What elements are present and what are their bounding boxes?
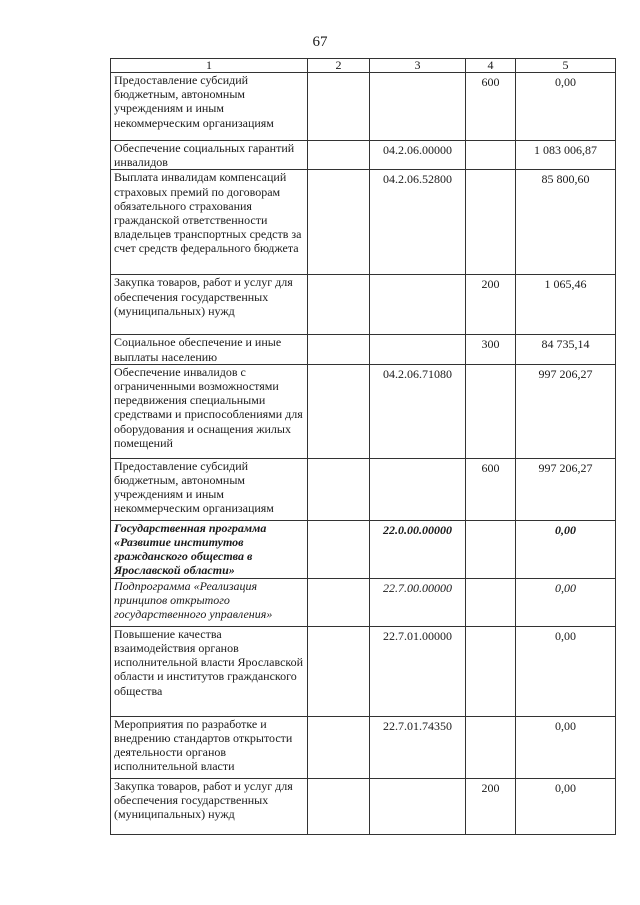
- row-code-cell: 04.2.06.52800: [370, 170, 466, 275]
- table-row: [111, 170, 616, 275]
- row-code-cell: 22.7.01.00000: [370, 626, 466, 716]
- row-amount-cell: 84 735,14: [516, 335, 616, 364]
- row-name-cell: Государственная программа «Развитие институтов гражданского общества в Ярославской области»: [111, 520, 308, 578]
- table-row: [111, 520, 616, 578]
- header-row: [111, 59, 616, 73]
- row-type-cell: [466, 364, 516, 458]
- header-col-5: 5: [516, 59, 616, 73]
- row-col2-cell: [308, 275, 370, 335]
- row-name-cell: Закупка товаров, работ и услуг для обеспечения государственных (муниципальных) нужд: [111, 275, 308, 335]
- header-col-3: 3: [370, 59, 466, 73]
- row-name-cell: Предоставление субсидий бюджетным, автономным учреждениям и иным некоммерческим организациям: [111, 73, 308, 141]
- row-name-cell: Обеспечение социальных гарантий инвалидов: [111, 141, 308, 170]
- row-type-cell: [466, 141, 516, 170]
- table-row: [111, 458, 616, 520]
- row-type-cell: [466, 578, 516, 626]
- table-row: [111, 778, 616, 834]
- row-amount-cell: 0,00: [516, 778, 616, 834]
- row-name-cell: Предоставление субсидий бюджетным, автономным учреждениям и иным некоммерческим организациям: [111, 458, 308, 520]
- row-col2-cell: [308, 716, 370, 778]
- table-row: [111, 73, 616, 141]
- row-code-cell: 22.7.01.74350: [370, 716, 466, 778]
- row-code-cell: 22.7.00.00000: [370, 578, 466, 626]
- table-row: [111, 626, 616, 716]
- table-row: [111, 275, 616, 335]
- page-number: 67: [312, 34, 328, 50]
- row-col2-cell: [308, 626, 370, 716]
- header-col-2: 2: [308, 59, 370, 73]
- row-code-cell: [370, 275, 466, 335]
- row-code-cell: 22.0.00.00000: [370, 520, 466, 578]
- row-type-cell: 200: [466, 778, 516, 834]
- row-type-cell: 200: [466, 275, 516, 335]
- row-col2-cell: [308, 778, 370, 834]
- row-type-cell: [466, 716, 516, 778]
- table-row: [111, 716, 616, 778]
- table-row: [111, 364, 616, 458]
- row-type-cell: 600: [466, 458, 516, 520]
- table-body: [111, 73, 616, 835]
- row-amount-cell: 0,00: [516, 716, 616, 778]
- row-type-cell: 600: [466, 73, 516, 141]
- header-col-4: 4: [466, 59, 516, 73]
- header-col-1: 1: [111, 59, 308, 73]
- row-code-cell: 04.2.06.00000: [370, 141, 466, 170]
- table-row: [111, 141, 616, 170]
- row-type-cell: [466, 170, 516, 275]
- row-col2-cell: [308, 170, 370, 275]
- row-amount-cell: 997 206,27: [516, 364, 616, 458]
- row-code-cell: 04.2.06.71080: [370, 364, 466, 458]
- row-name-cell: Мероприятия по разработке и внедрению стандартов открытости деятельности органов исполнительной власти: [111, 716, 308, 778]
- row-code-cell: [370, 73, 466, 141]
- row-col2-cell: [308, 364, 370, 458]
- row-type-cell: [466, 626, 516, 716]
- row-col2-cell: [308, 458, 370, 520]
- row-name-cell: Подпрограмма «Реализация принципов открытого государственного управления»: [111, 578, 308, 626]
- row-col2-cell: [308, 520, 370, 578]
- row-amount-cell: 85 800,60: [516, 170, 616, 275]
- row-amount-cell: 0,00: [516, 520, 616, 578]
- row-name-cell: Повышение качества взаимодействия органов исполнительной власти Ярославской области и институтов гражданского общества: [111, 626, 308, 716]
- row-amount-cell: 1 065,46: [516, 275, 616, 335]
- row-type-cell: [466, 520, 516, 578]
- row-amount-cell: 0,00: [516, 73, 616, 141]
- table-row: [111, 578, 616, 626]
- row-col2-cell: [308, 141, 370, 170]
- budget-table: [110, 58, 616, 835]
- row-name-cell: Закупка товаров, работ и услуг для обеспечения государственных (муниципальных) нужд: [111, 778, 308, 834]
- row-code-cell: [370, 335, 466, 364]
- row-name-cell: Социальное обеспечение и иные выплаты населению: [111, 335, 308, 364]
- row-amount-cell: 0,00: [516, 626, 616, 716]
- row-amount-cell: 0,00: [516, 578, 616, 626]
- row-name-cell: Выплата инвалидам компенсаций страховых премий по договорам обязательного страхования гражданской ответственности владельцев транспортных средств за счет средств федерального бюджета: [111, 170, 308, 275]
- row-amount-cell: 1 083 006,87: [516, 141, 616, 170]
- table-header: [111, 59, 616, 73]
- row-amount-cell: 997 206,27: [516, 458, 616, 520]
- row-col2-cell: [308, 73, 370, 141]
- row-code-cell: [370, 778, 466, 834]
- row-col2-cell: [308, 578, 370, 626]
- table-row: [111, 335, 616, 364]
- row-code-cell: [370, 458, 466, 520]
- row-name-cell: Обеспечение инвалидов с ограниченными возможностями передвижения специальными средствами и приспособлениями для оборудования и оснащения жилых помещений: [111, 364, 308, 458]
- row-col2-cell: [308, 335, 370, 364]
- row-type-cell: 300: [466, 335, 516, 364]
